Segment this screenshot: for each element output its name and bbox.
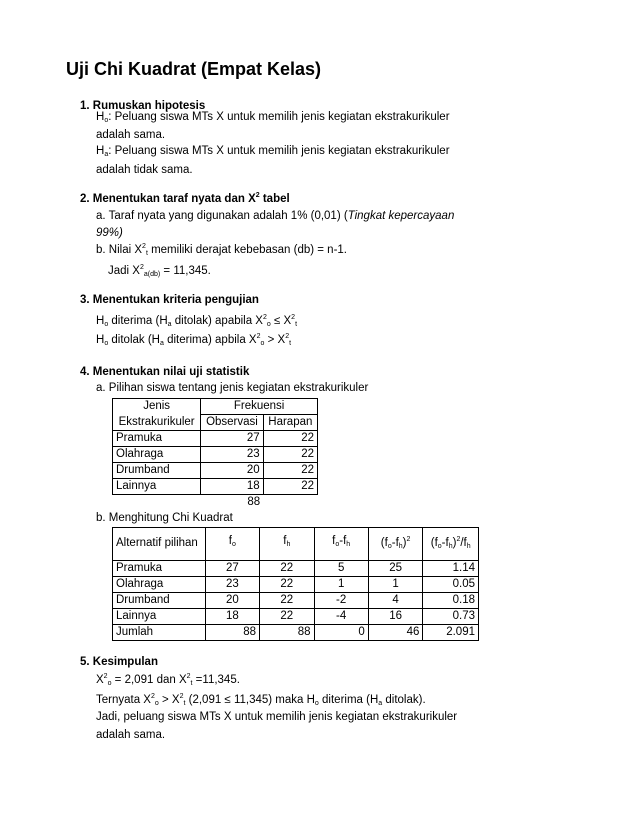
t2-cell-fh: 22 xyxy=(260,561,314,577)
t2-cell-diff: 1 xyxy=(314,577,368,593)
t2-cell-square: 16 xyxy=(368,609,423,625)
section-4-heading: 4. Menentukan nilai uji statistik xyxy=(80,366,250,378)
t1-cell-obs: 27 xyxy=(201,431,263,447)
t2-cell-name: Olahraga xyxy=(113,577,206,593)
chi-square-table xyxy=(112,527,479,641)
t2-cell-name: Drumband xyxy=(113,593,206,609)
t2-cell-fo: 23 xyxy=(205,577,259,593)
t2-total-fh: 88 xyxy=(260,625,314,641)
table-row xyxy=(113,463,318,479)
t2-head-chi: $(f_o-f_h)^2/f_h$ xyxy=(423,528,479,559)
conclusion-statement: Jadi, peluang siswa MTs X untuk memilih jenis kegiatan ekstrakurikuler xyxy=(96,711,458,723)
conclusion-comparison: Ternyata $X^2_o > X^2_t$ (2,091 ≤ 11,345) maka $H_o$ diterima ($H_a$ ditolak). xyxy=(96,693,426,707)
t1-cell-name: Drumband xyxy=(113,463,201,479)
t2-cell-name: Lainnya xyxy=(113,609,206,625)
table-row xyxy=(113,479,318,495)
section-5-heading: 5. Kesimpulan xyxy=(80,656,158,668)
t1-cell-exp: 22 xyxy=(263,431,317,447)
t1-head-observasi: Observasi xyxy=(201,415,263,431)
table1-caption: a. Pilihan siswa tentang jenis kegiatan ekstrakurikuler xyxy=(96,382,369,394)
t2-cell-fh: 22 xyxy=(260,593,314,609)
t1-cell-name: Lainnya xyxy=(113,479,201,495)
t1-cell-name: Olahraga xyxy=(113,447,201,463)
t2-total-chi: 2.091 xyxy=(423,625,479,641)
t2-head-diff: $f_o-f_h$ xyxy=(314,528,368,559)
t2-head-alternatif: Alternatif pilihan xyxy=(113,528,206,559)
section-1-heading: 1. Rumuskan hipotesis xyxy=(80,100,206,112)
table-row xyxy=(113,609,479,625)
t1-head-harapan: Harapan xyxy=(263,415,317,431)
t2-cell-fh: 22 xyxy=(260,609,314,625)
ha-hypothesis-line2: adalah tidak sama. xyxy=(96,164,193,176)
t2-cell-chi: 1.14 xyxy=(423,561,479,577)
t1-cell-exp: 22 xyxy=(263,463,317,479)
t2-cell-fo: 18 xyxy=(205,609,259,625)
t2-cell-square: 1 xyxy=(368,577,423,593)
criterion-accept: $H_o$ diterima ($H_a$ ditolak) apabila $X^2_o \le X^2_t$ xyxy=(96,314,298,328)
t2-cell-chi: 0.05 xyxy=(423,577,479,593)
t1-total: 88 xyxy=(247,496,261,508)
t2-total-fo: 88 xyxy=(205,625,259,641)
t2-cell-square: 25 xyxy=(368,561,423,577)
t1-cell-obs: 23 xyxy=(201,447,263,463)
significance-level: a. Taraf nyata yang digunakan adalah 1% (0,01) (Tingkat kepercayaan xyxy=(96,210,455,222)
t1-cell-exp: 22 xyxy=(263,479,317,495)
criterion-reject: $H_o$ ditolak ($H_a$ diterima) apbila $X^2_o > X^2_t$ xyxy=(96,333,292,347)
t2-cell-fo: 27 xyxy=(205,561,259,577)
t2-cell-diff: 5 xyxy=(314,561,368,577)
conclusion-statement-line2: adalah sama. xyxy=(96,729,166,741)
t2-cell-fh: 22 xyxy=(260,577,314,593)
table2-caption: b. Menghitung Chi Kuadrat xyxy=(96,512,233,524)
h0-hypothesis-line2: adalah sama. xyxy=(96,129,166,141)
t1-cell-name: Pramuka xyxy=(113,431,201,447)
t1-empty-cell xyxy=(113,495,201,511)
frequency-table xyxy=(112,398,318,510)
page-title: Uji Chi Kuadrat (Empat Kelas) xyxy=(66,59,322,79)
t1-head-frekuensi: Frekuensi xyxy=(201,399,318,415)
section-3-heading: 3. Menentukan kriteria pengujian xyxy=(80,294,259,306)
t2-cell-fo: 20 xyxy=(205,593,259,609)
t1-empty-cell xyxy=(263,495,317,511)
h0-hypothesis: $H_o$: Peluang siswa MTs X untuk memilih jenis kegiatan ekstrakurikuler xyxy=(96,111,450,124)
t2-cell-diff: -4 xyxy=(314,609,368,625)
t1-cell-exp: 22 xyxy=(263,447,317,463)
table-row xyxy=(113,431,318,447)
table-row xyxy=(113,593,479,609)
degrees-of-freedom: b. Nilai $X^2_t$ memiliki derajat kebebasan (db) = n-1. xyxy=(96,243,348,257)
significance-level-line2: 99%) xyxy=(96,227,123,239)
table-total-row xyxy=(113,625,479,641)
t2-head-fh: $f_h$ xyxy=(260,528,314,559)
t2-cell-chi: 0.18 xyxy=(423,593,479,609)
t2-cell-square: 4 xyxy=(368,593,423,609)
t1-head-jenis: Jenis xyxy=(113,399,201,415)
ha-hypothesis: $H_a$: Peluang siswa MTs X untuk memilih jenis kegiatan ekstrakurikuler xyxy=(96,145,450,158)
table-row xyxy=(113,447,318,463)
t2-head-square: $(f_o-f_h)^2$ xyxy=(368,528,423,559)
table-row xyxy=(113,577,479,593)
t1-cell-obs: 20 xyxy=(201,463,263,479)
t2-total-diff: 0 xyxy=(314,625,368,641)
chi-table-value: Jadi $X^2_{a(db)} = 11,345$. xyxy=(108,264,211,278)
t2-total-square: 46 xyxy=(368,625,423,641)
t1-head-ekstrakurikuler: Ekstrakurikuler xyxy=(113,415,201,431)
t2-cell-name: Pramuka xyxy=(113,561,206,577)
t1-cell-obs: 18 xyxy=(201,479,263,495)
section-2-heading: 2. Menentukan taraf nyata dan $X^2$ tabel xyxy=(80,192,290,205)
t2-cell-chi: 0.73 xyxy=(423,609,479,625)
t2-total-name: Jumlah xyxy=(113,625,206,641)
conclusion-values: $X^2_o = 2,091$ dan $X^2_t =11,345$. xyxy=(96,673,240,687)
t2-head-fo: $f_o$ xyxy=(205,528,259,559)
t2-cell-diff: -2 xyxy=(314,593,368,609)
table-row xyxy=(113,561,479,577)
